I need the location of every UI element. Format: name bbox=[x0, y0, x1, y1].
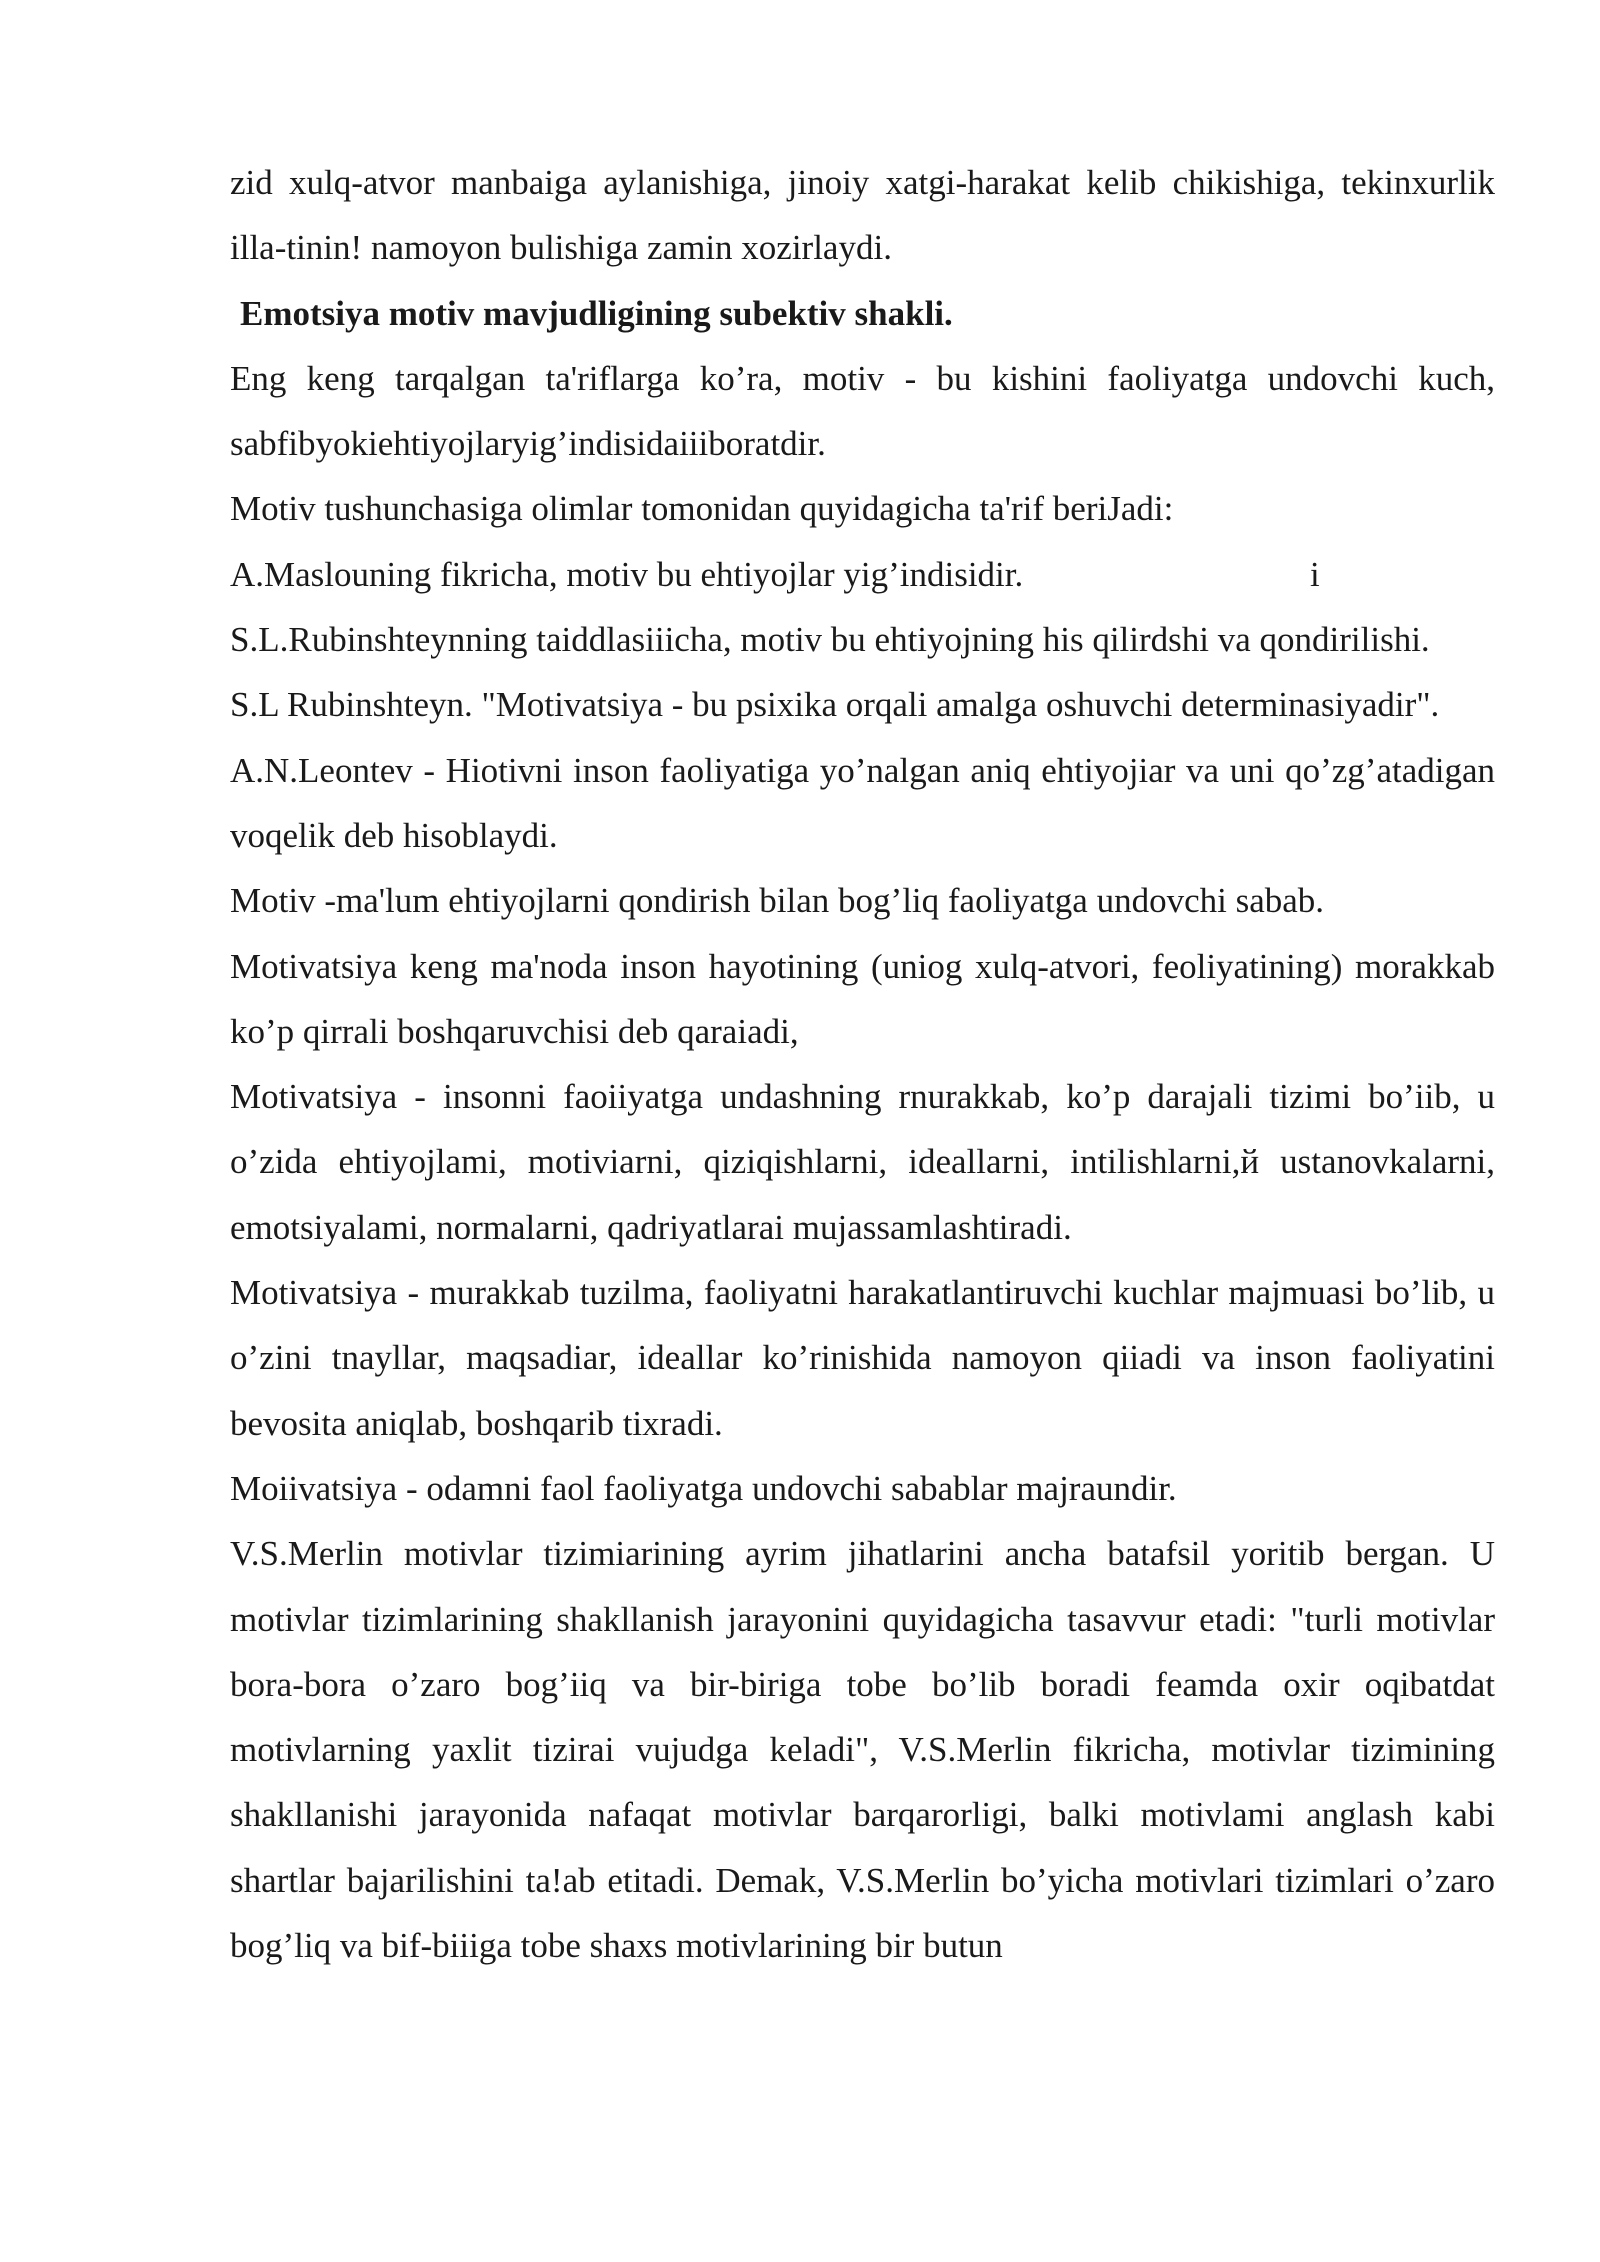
document-page bbox=[230, 150, 1495, 1978]
paragraph-12: Moiivatsiya - odamni faol faoliyatga undovchi sabablar majraundir. bbox=[230, 1468, 1177, 1508]
paragraph-4-row bbox=[230, 542, 1495, 607]
paragraph-7: A.N.Leontev - Hiotivni inson faoliyatiga yo’nalgan aniq ehtiyojiar va uni qo’zg’atadigan voqelik deb hisoblaydi. bbox=[230, 750, 1495, 855]
paragraph-6: S.L Rubinshteyn. "Motivatsiya - bu psixika orqali amalga oshuvchi determinasiyadir". bbox=[230, 685, 1440, 725]
paragraph-3: Motiv tushunchasiga olimlar tomonidan quyidagicha ta'rif beriJadi: bbox=[230, 489, 1174, 529]
paragraph-1: zid xulq-atvor manbaiga aylanishiga, jinoiy xatgi-harakat kelib chikishiga, tekinxurlik illa-tinin! namoyon bulishiga zamin xozirlaydi. bbox=[230, 163, 1495, 268]
paragraph-5: S.L.Rubinshteynning taiddlasiiicha, motiv bu ehtiyojning his qilirdshi va qondirilishi. bbox=[230, 620, 1430, 660]
paragraph-11: Motivatsiya - murakkab tuzilma, faoliyatni harakatlantiruvchi kuchlar majmuasi bo’lib, u o’zini tnayllar, maqsadiar, ideallar ko’rinishida namoyon qiiadi va inson faoliyatini bevosita aniqlab, boshqarib tixradi. bbox=[230, 1273, 1495, 1443]
paragraph-4: A.Maslouning fikricha, motiv bu ehtiyojlar yig’indisidir. bbox=[230, 554, 1024, 594]
stray-mark: i bbox=[1310, 554, 1320, 594]
paragraph-10: Motivatsiya - insonni faoiiyatga undashning rnurakkab, ko’p darajali tizimi bo’iib, u o’zida ehtiyojlami, motiviarni, qiziqishlarni, ideallarni, intilishlarni,й ustanovkalarni, emotsiyalami, normalarni, qadriyatlarai mujassamlashtiradi. bbox=[230, 1077, 1495, 1247]
paragraph-9: Motivatsiya keng ma'noda inson hayotining (uniog xulq-atvori, feoliyatining) morakkab ko’p qirrali boshqaruvchisi deb qaraiadi, bbox=[230, 946, 1495, 1051]
paragraph-13: V.S.Merlin motivlar tizimiarining ayrim jihatlarini ancha batafsil yoritib bergan. U motivlar tizimlarining shakllanish jarayonini quyidagicha tasavvur etadi: "turli motivlar bora-bora o’zaro bog’iiq va bir-biriga tobe bo’lib boradi feamda oxir oqibatdat motivlarning yaxlit tizirai vujudga keladi", V.S.Merlin fikricha, motivlar tizimining shakllanishi jarayonida nafaqat motivlar barqarorligi, balki motivlami anglash kabi shartlar bajarilishini ta!ab etitadi. Demak, V.S.Merlin bo’yicha motivlari tizimlari o’zaro bog’liq va bif-biiiga tobe shaxs motivlarining bir butun bbox=[230, 1534, 1495, 1966]
section-heading: Emotsiya motiv mavjudligining subektiv shakli. bbox=[240, 293, 953, 333]
paragraph-8: Motiv -ma'lum ehtiyojlarni qondirish bilan bog’liq faoliyatga undovchi sabab. bbox=[230, 881, 1325, 921]
paragraph-2: Eng keng tarqalgan ta'riflarga ko’ra, motiv - bu kishini faoliyatga undovchi kuch, sabfibyokiehtiyojlaryig’indisidaiiiboratdir. bbox=[230, 358, 1495, 464]
